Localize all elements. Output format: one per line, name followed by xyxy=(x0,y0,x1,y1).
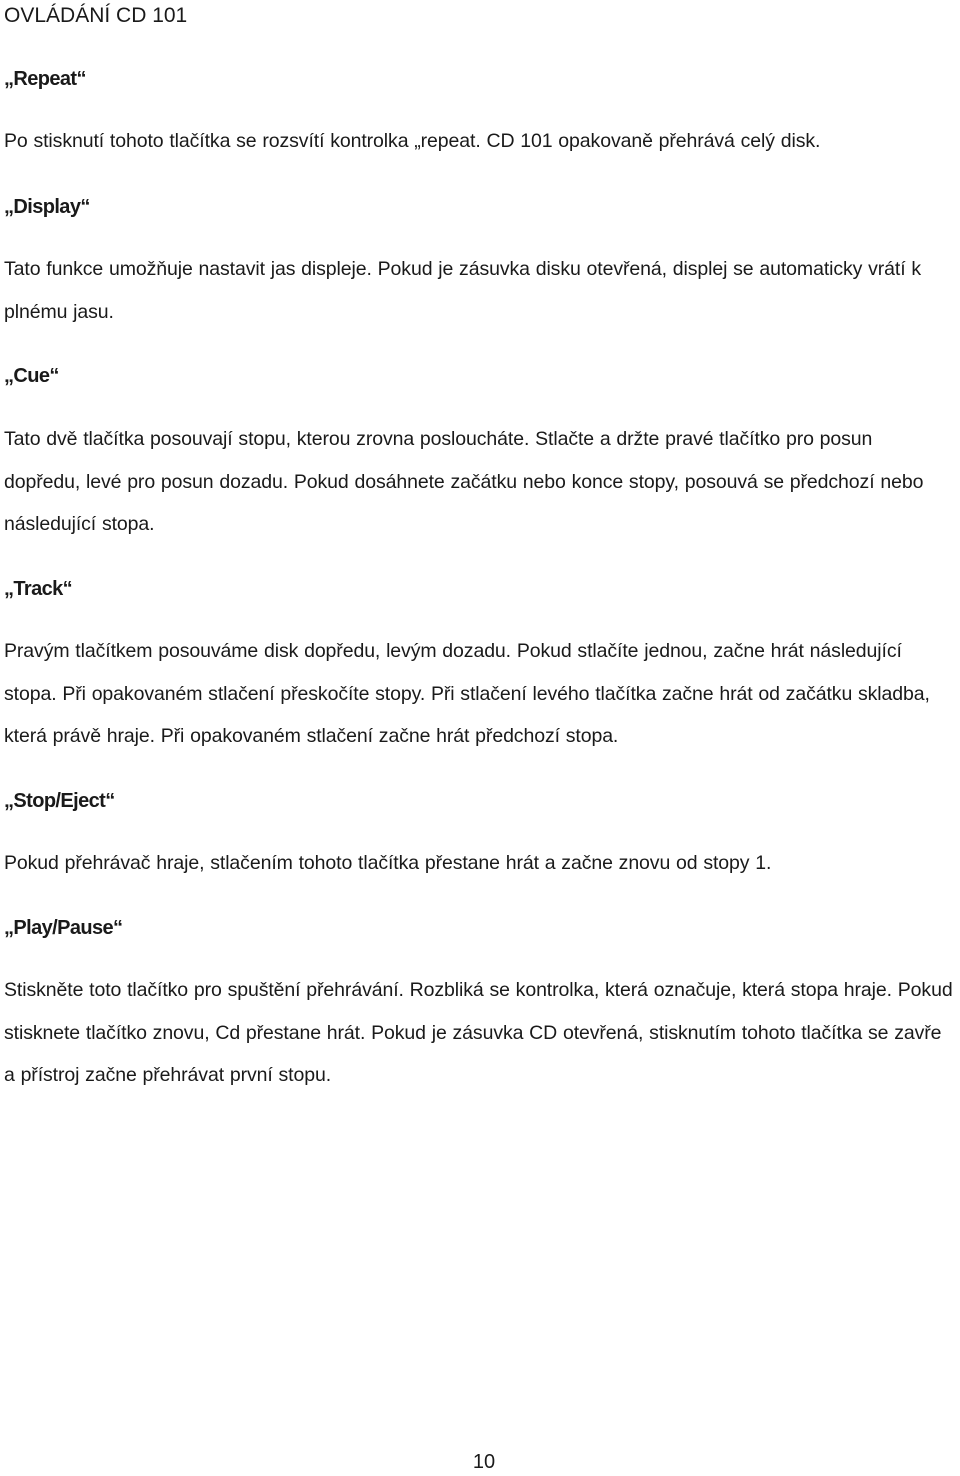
document-title: OVLÁDÁNÍ CD 101 xyxy=(4,4,188,27)
section-heading-display: „Display“ xyxy=(4,196,90,218)
section-text-cue: Tato dvě tlačítka posouvají stopu, kterou zrovna posloucháte. Stlačte a držte pravé tlačítko pro posun dopředu, levé pro posun dozadu. Pokud dosáhnete začátku nebo konce stopy, posouvá se předchozí nebo následující stopa. xyxy=(4,428,924,535)
section-text-track: Pravým tlačítkem posouváme disk dopředu, levým dozadu. Pokud stlačíte jednou, začne hrát následující stopa. Při opakovaném stlačení přeskočíte stopy. Při stlačení levého tlačítka začne hrát od začátku skladba, která právě hraje. Při opakovaném stlačení začne hrát předchozí stopa. xyxy=(4,640,930,747)
section-heading-repeat: „Repeat“ xyxy=(4,68,86,90)
section-heading-stop-eject: „Stop/Eject“ xyxy=(4,790,115,812)
section-heading-cue: „Cue“ xyxy=(4,365,59,387)
section-text-repeat: Po stisknutí tohoto tlačítka se rozsvítí kontrolka „repeat. CD 101 opakovaně přehrává celý disk. xyxy=(4,130,821,152)
section-text-stop-eject: Pokud přehrávač hraje, stlačením tohoto tlačítka přestane hrát a začne znovu od stopy 1. xyxy=(4,852,772,874)
section-text-play-pause: Stiskněte toto tlačítko pro spuštění přehrávání. Rozbliká se kontrolka, která označuje, která stopa hraje. Pokud stisknete tlačítko znovu, Cd přestane hrát. Pokud je zásuvka CD otevřená, stisknutím tohoto tlačítka se zavře a přístroj začne přehrávat první stopu. xyxy=(4,979,953,1086)
section-heading-play-pause: „Play/Pause“ xyxy=(4,917,123,939)
section-text-display: Tato funkce umožňuje nastavit jas displeje. Pokud je zásuvka disku otevřená, displej se automaticky vrátí k plnému jasu. xyxy=(4,258,922,323)
section-heading-track: „Track“ xyxy=(4,578,73,600)
page-number: 10 xyxy=(472,1451,496,1473)
